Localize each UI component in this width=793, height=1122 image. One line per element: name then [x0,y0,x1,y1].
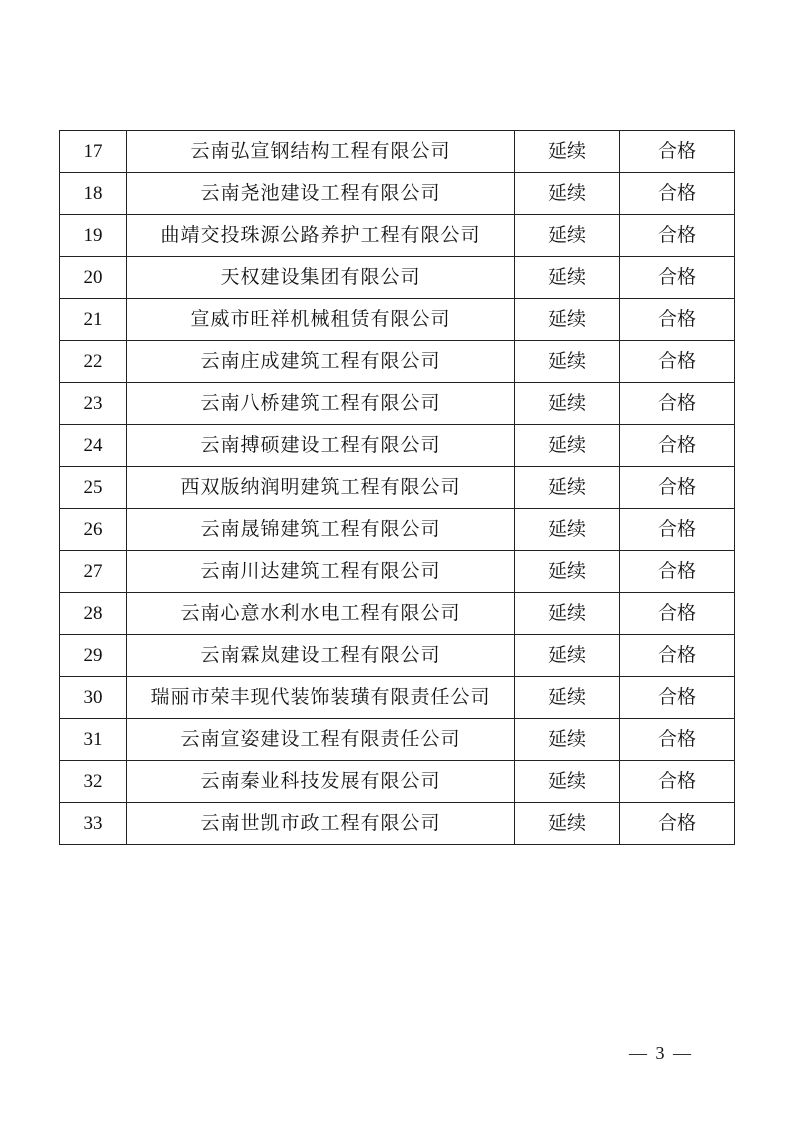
company-name: 云南八桥建筑工程有限公司 [127,383,515,425]
application-type: 延续 [515,341,620,383]
company-name: 宣威市旺祥机械租赁有限公司 [127,299,515,341]
company-name: 云南弘宣钢结构工程有限公司 [127,131,515,173]
review-result: 合格 [620,719,735,761]
row-number: 19 [60,215,127,257]
company-name: 云南尧池建设工程有限公司 [127,173,515,215]
table-row [60,761,735,803]
row-number: 32 [60,761,127,803]
table-row [60,341,735,383]
table-row [60,551,735,593]
application-type: 延续 [515,677,620,719]
company-name: 云南川达建筑工程有限公司 [127,551,515,593]
row-number: 18 [60,173,127,215]
company-name: 云南庄成建筑工程有限公司 [127,341,515,383]
table-row [60,425,735,467]
table-row [60,257,735,299]
table-row [60,635,735,677]
review-result: 合格 [620,425,735,467]
page-number: — 3 — [629,1043,693,1063]
application-type: 延续 [515,551,620,593]
table-row [60,593,735,635]
row-number: 26 [60,509,127,551]
company-name: 曲靖交投珠源公路养护工程有限公司 [127,215,515,257]
row-number: 21 [60,299,127,341]
review-result: 合格 [620,551,735,593]
application-type: 延续 [515,719,620,761]
application-type: 延续 [515,761,620,803]
review-result: 合格 [620,761,735,803]
review-result: 合格 [620,215,735,257]
table-row [60,677,735,719]
application-type: 延续 [515,635,620,677]
row-number: 30 [60,677,127,719]
table-row [60,173,735,215]
application-type: 延续 [515,593,620,635]
review-result: 合格 [620,299,735,341]
table-row [60,509,735,551]
company-table-body [60,131,735,845]
table-row [60,299,735,341]
application-type: 延续 [515,173,620,215]
application-type: 延续 [515,509,620,551]
row-number: 17 [60,131,127,173]
review-result: 合格 [620,383,735,425]
company-name: 云南心意水利水电工程有限公司 [127,593,515,635]
application-type: 延续 [515,803,620,845]
application-type: 延续 [515,131,620,173]
row-number: 22 [60,341,127,383]
application-type: 延续 [515,299,620,341]
table-row [60,467,735,509]
company-name: 云南搏硕建设工程有限公司 [127,425,515,467]
table-row [60,215,735,257]
review-result: 合格 [620,173,735,215]
review-result: 合格 [620,593,735,635]
application-type: 延续 [515,383,620,425]
review-result: 合格 [620,131,735,173]
company-name: 云南宣姿建设工程有限责任公司 [127,719,515,761]
row-number: 33 [60,803,127,845]
row-number: 28 [60,593,127,635]
table-row [60,803,735,845]
row-number: 25 [60,467,127,509]
review-result: 合格 [620,467,735,509]
row-number: 27 [60,551,127,593]
company-name: 天权建设集团有限公司 [127,257,515,299]
application-type: 延续 [515,425,620,467]
application-type: 延续 [515,467,620,509]
review-result: 合格 [620,803,735,845]
application-type: 延续 [515,215,620,257]
application-type: 延续 [515,257,620,299]
company-table [59,130,735,845]
review-result: 合格 [620,257,735,299]
row-number: 31 [60,719,127,761]
company-name: 云南秦业科技发展有限公司 [127,761,515,803]
row-number: 23 [60,383,127,425]
company-name: 瑞丽市荣丰现代装饰装璜有限责任公司 [127,677,515,719]
company-name: 云南世凯市政工程有限公司 [127,803,515,845]
company-name: 云南晟锦建筑工程有限公司 [127,509,515,551]
review-result: 合格 [620,341,735,383]
row-number: 20 [60,257,127,299]
review-result: 合格 [620,509,735,551]
row-number: 29 [60,635,127,677]
review-result: 合格 [620,635,735,677]
table-row [60,131,735,173]
table-row [60,719,735,761]
review-result: 合格 [620,677,735,719]
company-name: 云南霖岚建设工程有限公司 [127,635,515,677]
row-number: 24 [60,425,127,467]
table-row [60,383,735,425]
company-name: 西双版纳润明建筑工程有限公司 [127,467,515,509]
